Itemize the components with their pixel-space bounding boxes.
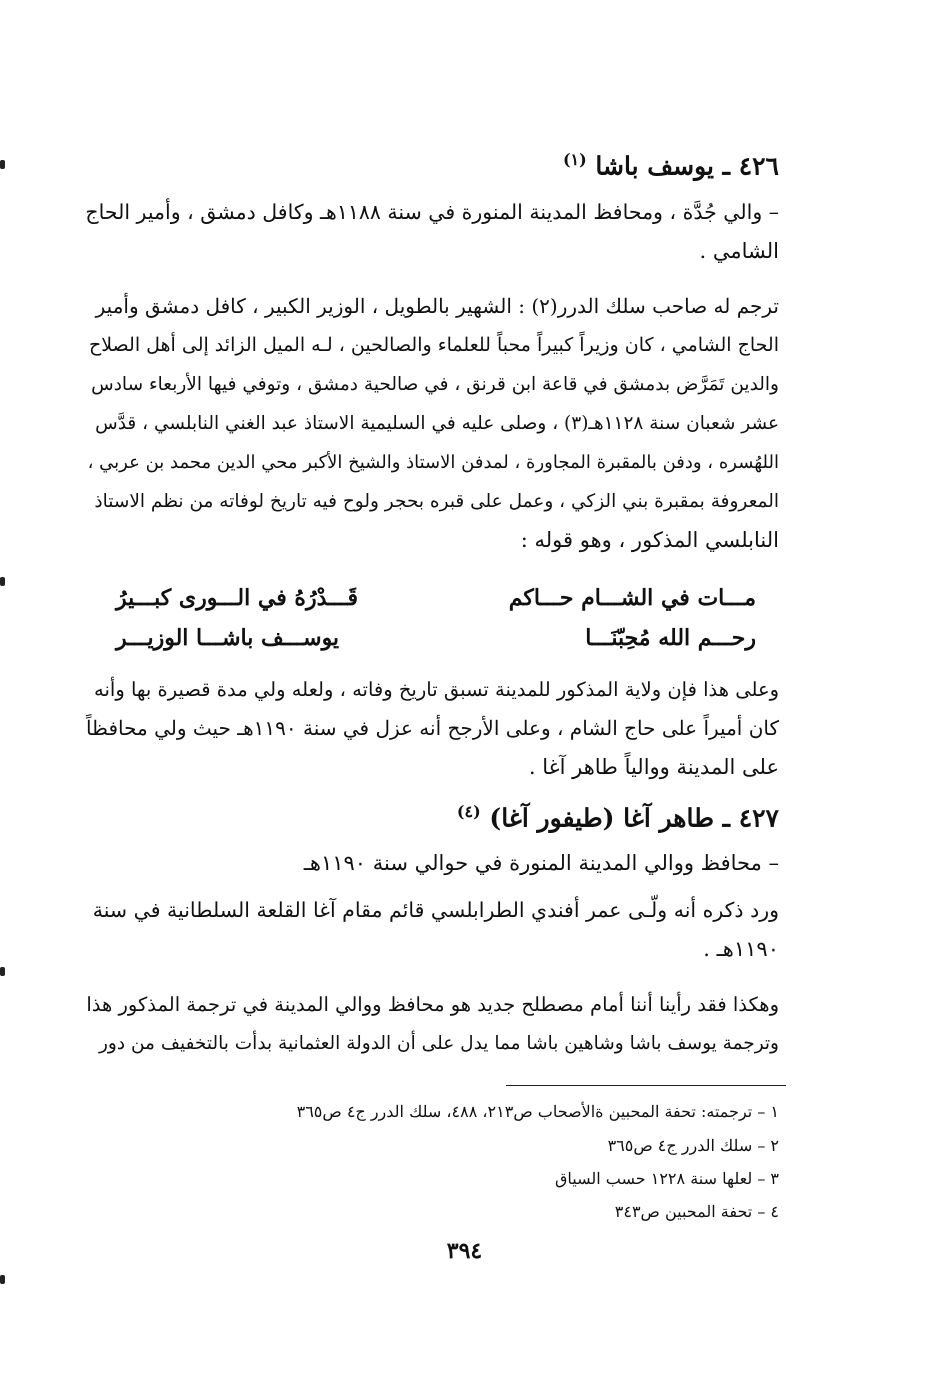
verse-hemistich-first: مـــات في الشـــام حـــاكم [508,585,756,611]
page-number: ٣٩٤ [446,1238,483,1264]
entry-427-conclusion [84,985,779,1063]
verse-hemistich-first: رحـــم الله مُحِبّنَـــا [585,625,756,651]
entry-427-summary [84,844,779,883]
text-line: كان أميراً على حاج الشام ، وعلى الأرجح أنه عزل في سنة ١١٩٠هـ حيث ولي محافظاً [85,716,779,740]
scan-edge-mark [0,160,5,169]
entry-426-commentary [84,670,779,787]
footnote-4: ٤ – تحفة المحبين ص٣٤٣ [614,1202,779,1221]
scan-edge-mark [0,967,5,976]
text-line: ورد ذكره أنه ولّـى عمر أفندي الطرابلسي قائم مقام آغا القلعة السلطانية في سنة [92,898,779,922]
scan-edge-mark [0,1275,5,1284]
text-line: اللهُسره ، ودفن بالمقبرة المجاورة ، لمدفن الاستاذ والشيخ الأكبر محي الدين محمد بن عربي ، [87,452,779,473]
text-line: وعلى هذا فإن ولاية المذكور للمدينة تسبق تاريخ وفاته ، ولعله ولي مدة قصيرة بها وأنه [94,678,779,701]
poem-verse-1 [116,578,756,618]
text-line: الشامي . [699,239,779,263]
entry-heading-text: ٤٢٦ ـ يوسف باشا [595,151,779,181]
footnote-1: ١ – ترجمته: تحفة المحبين ةالأصحاب ص٢١٣، ٤٨٨، سلك الدرر ج٤ ص٣٦٥ [296,1102,779,1121]
text-line: ١١٩٠هـ . [703,937,779,961]
footnote-2: ٢ – سلك الدرر ج٤ ص٣٦٥ [607,1136,779,1155]
text-line: النابلسي المذكور ، وهو قوله : [520,528,779,552]
verse-hemistich-second: قَـــدْرُهُ في الـــورى كبـــيرُ [116,585,358,611]
text-line: عشر شعبان سنة ١١٢٨هـ(٣) ، وصلى عليه في السليمية الاستاذ عبد الغني النابلسي ، قدَّس [95,413,779,434]
entry-heading-427 [457,795,779,835]
poem-verse-2 [116,618,756,658]
scan-edge-mark [0,577,5,586]
footnote-3: ٣ – لعلها سنة ١٢٢٨ حسب السياق [554,1169,779,1188]
text-line: وهكذا فقد رأينا أننا أمام مصطلح جديد هو محافظ ووالي المدينة في ترجمة المذكور هذا [86,993,779,1016]
footnote-ref: (١) [562,150,587,169]
text-line: على المدينة ووالياً طاهر آغا . [528,755,779,779]
entry-426-summary [84,193,779,271]
entry-heading-text: ٤٢٧ ـ طاهر آغا (طيفور آغا) [489,803,779,833]
text-line: وترجمة يوسف باشا وشاهين باشا مما يدل على أن الدولة العثمانية بدأت بالتخفيف من دور [98,1033,779,1054]
text-line: والدين تَمَرَّض بدمشق في قاعة ابن قرنق ، في صالحية دمشق ، وتوفي فيها الأربعاء سادس [91,374,779,395]
text-line: المعروفة بمقبرة بني الزكي ، وعمل على قبره بحجر ولوح فيه تاريخ لوفاته من نظم الاستاذ [94,491,779,512]
entry-heading-426 [563,143,779,183]
entry-427-mention [84,891,779,969]
text-line: ترجم له صاحب سلك الدرر(٢) : الشهير بالطويل ، الوزير الكبير ، كافل دمشق وأمير [95,294,779,318]
verse-hemistich-second: يوســـف باشـــا الوزيـــر [116,625,340,651]
footnote-divider [506,1085,786,1086]
text-line: الحاج الشامي ، كان وزيراً كبيراً محباً للعلماء والصالحين ، لـه الميل الزائد إلى أهل الصلاح [88,334,779,356]
footnote-ref: (٤) [456,802,481,821]
text-line: – والي جُدَّة ، ومحافظ المدينة المنورة في سنة ١١٨٨هـ وكافل دمشق ، وأمير الحاج [85,200,779,224]
text-line: – محافظ ووالي المدينة المنورة في حوالي سنة ١١٩٠هـ [303,851,779,875]
entry-426-biography [84,287,779,560]
